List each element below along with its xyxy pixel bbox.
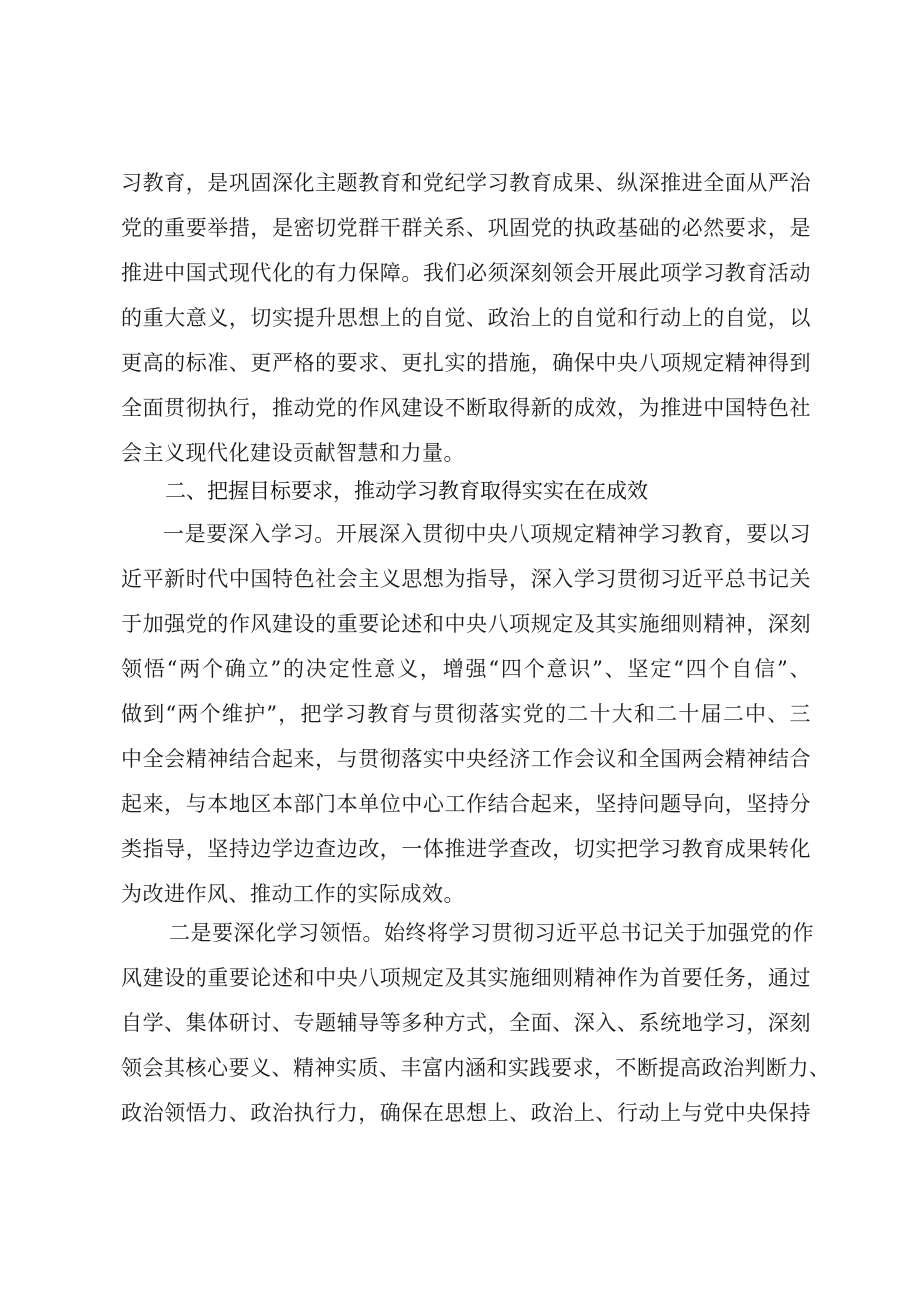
paragraph-1 (121, 161, 811, 476)
text-line: 领悟“两个确立”的决定性意义，增强“四个意识”、坚定“四个自信”、 (121, 657, 811, 681)
paragraph-3 (121, 911, 831, 1136)
text-line: 于加强党的作风建设的重要论述和中央八项规定及其实施细则精神，深刻 (121, 612, 811, 636)
text-line: 为改进作风、推动工作的实际成效。 (121, 882, 465, 906)
text-line: 习教育，是巩固深化主题教育和党纪学习教育成果、纵深推进全面从严治 (121, 171, 811, 195)
section-heading: 二、把握目标要求，推动学习教育取得实实在在成效 (165, 479, 648, 503)
text-line: 一是要深入学习。开展深入贯彻中央八项规定精神学习教育，要以习 (163, 522, 811, 546)
text-line: 政治领悟力、政治执行力，确保在思想上、政治上、行动上与党中央保持 (121, 1101, 811, 1125)
text-line: 风建设的重要论述和中央八项规定及其实施细则精神作为首要任务，通过 (121, 966, 811, 990)
text-line: 会主义现代化建设贡献智慧和力量。 (121, 441, 465, 465)
text-line: 全面贯彻执行，推动党的作风建设不断取得新的成效，为推进中国特色社 (121, 396, 811, 420)
text-line: 近平新时代中国特色社会主义思想为指导，深入学习贯彻习近平总书记关 (121, 567, 811, 591)
text-line: 更高的标准、更严格的要求、更扎实的措施，确保中央八项规定精神得到 (121, 351, 811, 375)
paragraph-2 (121, 512, 811, 917)
text-line: 自学、集体研讨、专题辅导等多种方式，全面、深入、系统地学习，深刻 (121, 1011, 811, 1035)
text-line: 的重大意义，切实提升思想上的自觉、政治上的自觉和行动上的自觉，以 (121, 306, 811, 330)
text-line: 领会其核心要义、精神实质、丰富内涵和实践要求，不断提高政治判断力、 (121, 1056, 831, 1080)
text-line: 起来，与本地区本部门本单位中心工作结合起来，坚持问题导向，坚持分 (121, 792, 811, 816)
text-line: 类指导，坚持边学边查边改，一体推进学查改，切实把学习教育成果转化 (121, 837, 811, 861)
text-line: 做到“两个维护”，把学习教育与贯彻落实党的二十大和二十届二中、三 (121, 702, 811, 726)
text-line: 中全会精神结合起来，与贯彻落实中央经济工作会议和全国两会精神结合 (121, 747, 811, 771)
text-line: 二是要深化学习领悟。始终将学习贯彻习近平总书记关于加强党的作 (169, 921, 814, 945)
text-line: 推进中国式现代化的有力保障。我们必须深刻领会开展此项学习教育活动 (121, 261, 811, 285)
text-line: 党的重要举措，是密切党群干群关系、巩固党的执政基础的必然要求，是 (121, 216, 811, 240)
